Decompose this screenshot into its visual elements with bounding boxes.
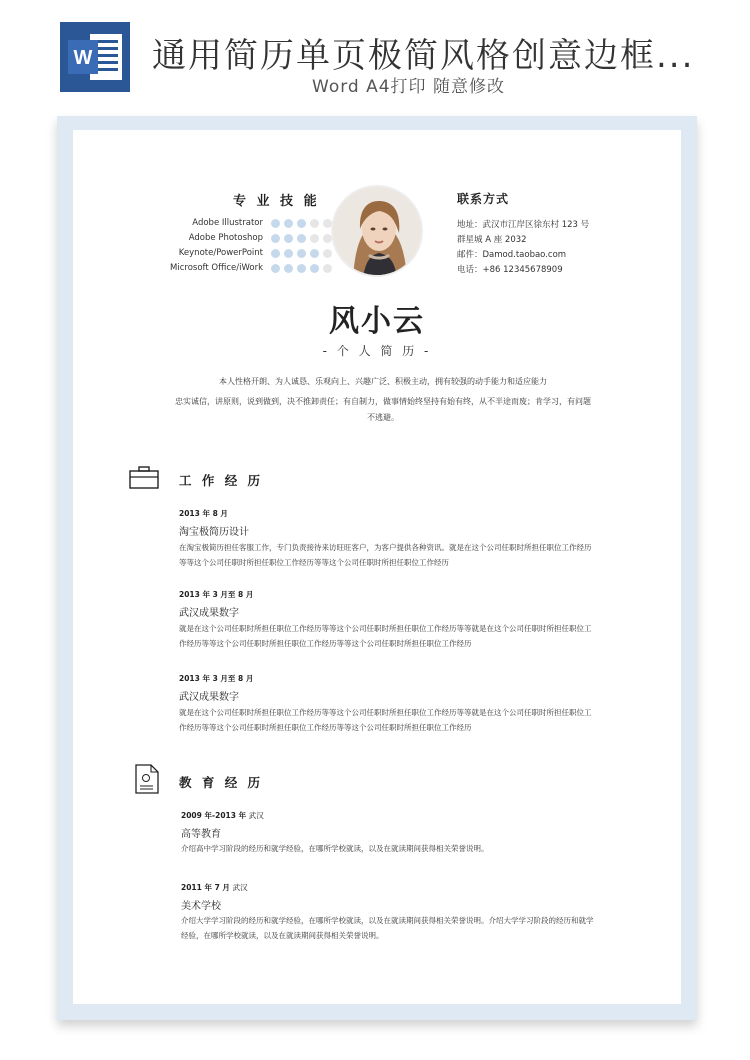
education-section-title: 教 育 经 历 [179, 775, 264, 790]
skill-rating [271, 219, 332, 228]
avatar [331, 185, 423, 277]
work-section-title: 工 作 经 历 [179, 473, 264, 488]
skill-dot-empty [323, 264, 332, 273]
briefcase-icon [129, 466, 159, 490]
skill-row [113, 248, 353, 262]
work-company: 淘宝极简历设计 [179, 527, 249, 538]
education-date-range: 2009 年-2013 年 [181, 811, 247, 820]
skill-dot-empty [310, 219, 319, 228]
banner [0, 0, 750, 110]
education-description: 介绍高中学习阶段的经历和就学经验，在哪所学校就读，以及在就读期间获得相关荣誉说明。 [181, 844, 489, 853]
skill-dot-filled [284, 249, 293, 258]
work-description: 在淘宝极简历担任客服工作，专门负责接待来访旺旺客户，为客户提供各种资讯。就是在这个公司任职时所担任职位工作经历等等这个公司任职时所担任职位工作经历等等这个公司任职时所担任职位工作经历 [179, 543, 592, 567]
skill-dot-filled [284, 234, 293, 243]
work-description: 就是在这个公司任职时所担任职位工作经历等等这个公司任职时所担任职位工作经历等等就是在这个公司任职时所担任职位工作经历等等这个公司任职时所担任职位工作经历等等这个公司任职时所担任职位工作经历 [179, 624, 592, 648]
skill-label: Adobe Illustrator [192, 218, 263, 228]
education-school: 高等教育 [181, 829, 221, 840]
contact-phone: 电话：+86 12345678909 [457, 265, 563, 275]
skill-rating [271, 249, 332, 258]
education-school: 美术学校 [181, 901, 221, 912]
skill-dot-filled [310, 249, 319, 258]
skill-dot-filled [271, 219, 280, 228]
svg-text:W: W [73, 47, 93, 69]
education-date [181, 882, 248, 893]
skill-dot-filled [310, 264, 319, 273]
contact-address-line1: 地址：武汉市江岸区徐东村 123 号 [457, 220, 590, 230]
education-description: 介绍大学学习阶段的经历和就学经验，在哪所学校就读，以及在就读期间获得相关荣誉说明。介绍大学学习阶段的经历和就学经验，在哪所学校就读，以及在就读期间获得相关荣誉说明。 [181, 916, 594, 940]
word-doc-icon [60, 22, 130, 92]
education-date-range: 2011 年 7 月 [181, 883, 230, 892]
skill-dot-filled [271, 249, 280, 258]
work-company: 武汉成果数字 [179, 608, 239, 619]
contact-title: 联系方式 [457, 192, 510, 206]
skill-dot-filled [297, 219, 306, 228]
skill-rating [271, 264, 332, 273]
skill-dot-filled [297, 249, 306, 258]
intro-line-1: 本人性格开朗、为人诚恳、乐观向上、兴趣广泛、积极主动，拥有较强的动手能力和适应能力 [219, 377, 547, 386]
skill-dot-filled [297, 234, 306, 243]
education-location: 武汉 [232, 883, 248, 892]
skill-rating [271, 234, 332, 243]
resume-page [73, 130, 681, 1004]
skill-row [113, 263, 353, 277]
skill-dot-empty [310, 234, 319, 243]
contact-email: 邮件：Damod.taobao.com [457, 250, 567, 260]
portrait-image [333, 187, 423, 277]
intro-line-2: 忠实诚信，讲原则，说到做到，决不推卸责任；有自制力，做事情始终坚持有始有终，从不半途而废；肯学习，有问题不逃避。 [175, 397, 591, 422]
skills-title: 专 业 技 能 [233, 194, 320, 209]
skill-label: Adobe Photoshop [188, 233, 263, 243]
education-date [181, 810, 264, 821]
work-description: 就是在这个公司任职时所担任职位工作经历等等这个公司任职时所担任职位工作经历等等就是在这个公司任职时所担任职位工作经历等等这个公司任职时所担任职位工作经历等等这个公司任职时所担任职位工作经历 [179, 708, 592, 732]
skill-dot-empty [323, 249, 332, 258]
work-company: 武汉成果数字 [179, 692, 239, 703]
contact-address-line2: 群星城 A 座 2032 [457, 235, 527, 245]
work-date: 2013 年 8 月 [179, 509, 228, 518]
skill-dot-filled [271, 234, 280, 243]
banner-subtitle: Word A4打印 随意修改 [312, 77, 505, 97]
skill-row [113, 218, 353, 232]
skill-dot-filled [271, 264, 280, 273]
diploma-document-icon [135, 764, 159, 794]
skill-label: Microsoft Office/iWork [170, 263, 263, 273]
resume-subtitle: - 个 人 简 历 - [322, 344, 432, 358]
resume-frame [57, 116, 697, 1020]
skill-dot-filled [284, 264, 293, 273]
education-location: 武汉 [248, 811, 264, 820]
skill-dot-filled [297, 264, 306, 273]
person-name: 风小云 [329, 304, 425, 339]
skill-label: Keynote/PowerPoint [178, 248, 263, 258]
work-date: 2013 年 3 月至 8 月 [179, 590, 254, 599]
work-date: 2013 年 3 月至 8 月 [179, 674, 254, 683]
skill-row [113, 233, 353, 247]
skill-dot-filled [284, 219, 293, 228]
banner-title: 通用简历单页极简风格创意边框... [152, 36, 695, 76]
